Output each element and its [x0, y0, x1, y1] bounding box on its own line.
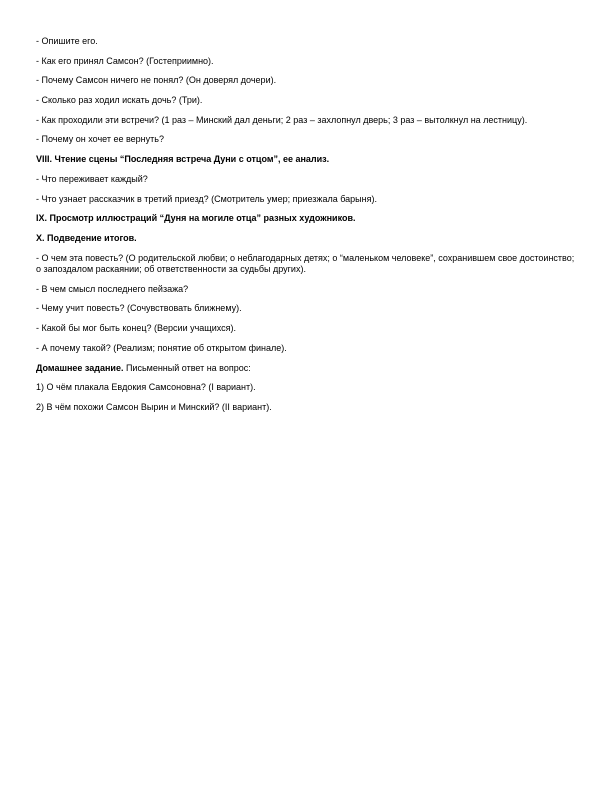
question-ending: - Какой бы мог быть конец? (Версии учащихся). [36, 323, 236, 334]
question-lesson: - Чему учит повесть? (Сочувствовать ближнему). [36, 303, 242, 314]
question-feelings: - Что переживает каждый? [36, 173, 148, 184]
question-landscape: - В чем смысл последнего пейзажа? [36, 283, 189, 294]
section-heading-viii: VIII. Чтение сцены “Последняя встреча Дуни с отцом”, ее анализ. [36, 154, 330, 165]
question-understanding: - Почему Самсон ничего не понял? (Он доверял дочери). [36, 75, 277, 86]
document-body [36, 36, 576, 422]
question-search-count: - Сколько раз ходил искать дочь? (Три). [36, 95, 203, 106]
question-story-theme: - О чем эта повесть? (О родительской любви; о неблагодарных детях; о “маленьком человеке”, сохранившем свое достоинство; о запоздалом раскаянии; об ответственности за судьбы других). [36, 252, 575, 275]
section-heading-x: X. Подведение итогов. [36, 232, 137, 243]
question-why-such: - А почему такой? (Реализм; понятие об открытом финале). [36, 342, 287, 353]
question-reception: - Как его принял Самсон? (Гостеприимно). [36, 55, 214, 66]
question-meetings: - Как проходили эти встречи? (1 раз – Минский дал деньги; 2 раз – захлопнул дверь; 3 раз – вытолкнул на лестницу). [36, 114, 528, 125]
question-third-visit: - Что узнает рассказчик в третий приезд? (Смотритель умер; приезжала барыня). [36, 193, 377, 204]
homework-text: Письменный ответ на вопрос: [123, 362, 251, 373]
question-describe: - Опишите его. [36, 36, 98, 46]
homework-line [36, 363, 576, 375]
homework-variant-1: 1) О чём плакала Евдокия Самсоновна? (I вариант). [36, 382, 256, 393]
question-return: - Почему он хочет ее вернуть? [36, 134, 164, 145]
homework-variant-2: 2) В чём похожи Самсон Вырин и Минский? (II вариант). [36, 401, 272, 412]
section-heading-ix: IX. Просмотр иллюстраций “Дуня на могиле отца” разных художников. [36, 213, 356, 224]
homework-label: Домашнее задание. [36, 362, 124, 373]
